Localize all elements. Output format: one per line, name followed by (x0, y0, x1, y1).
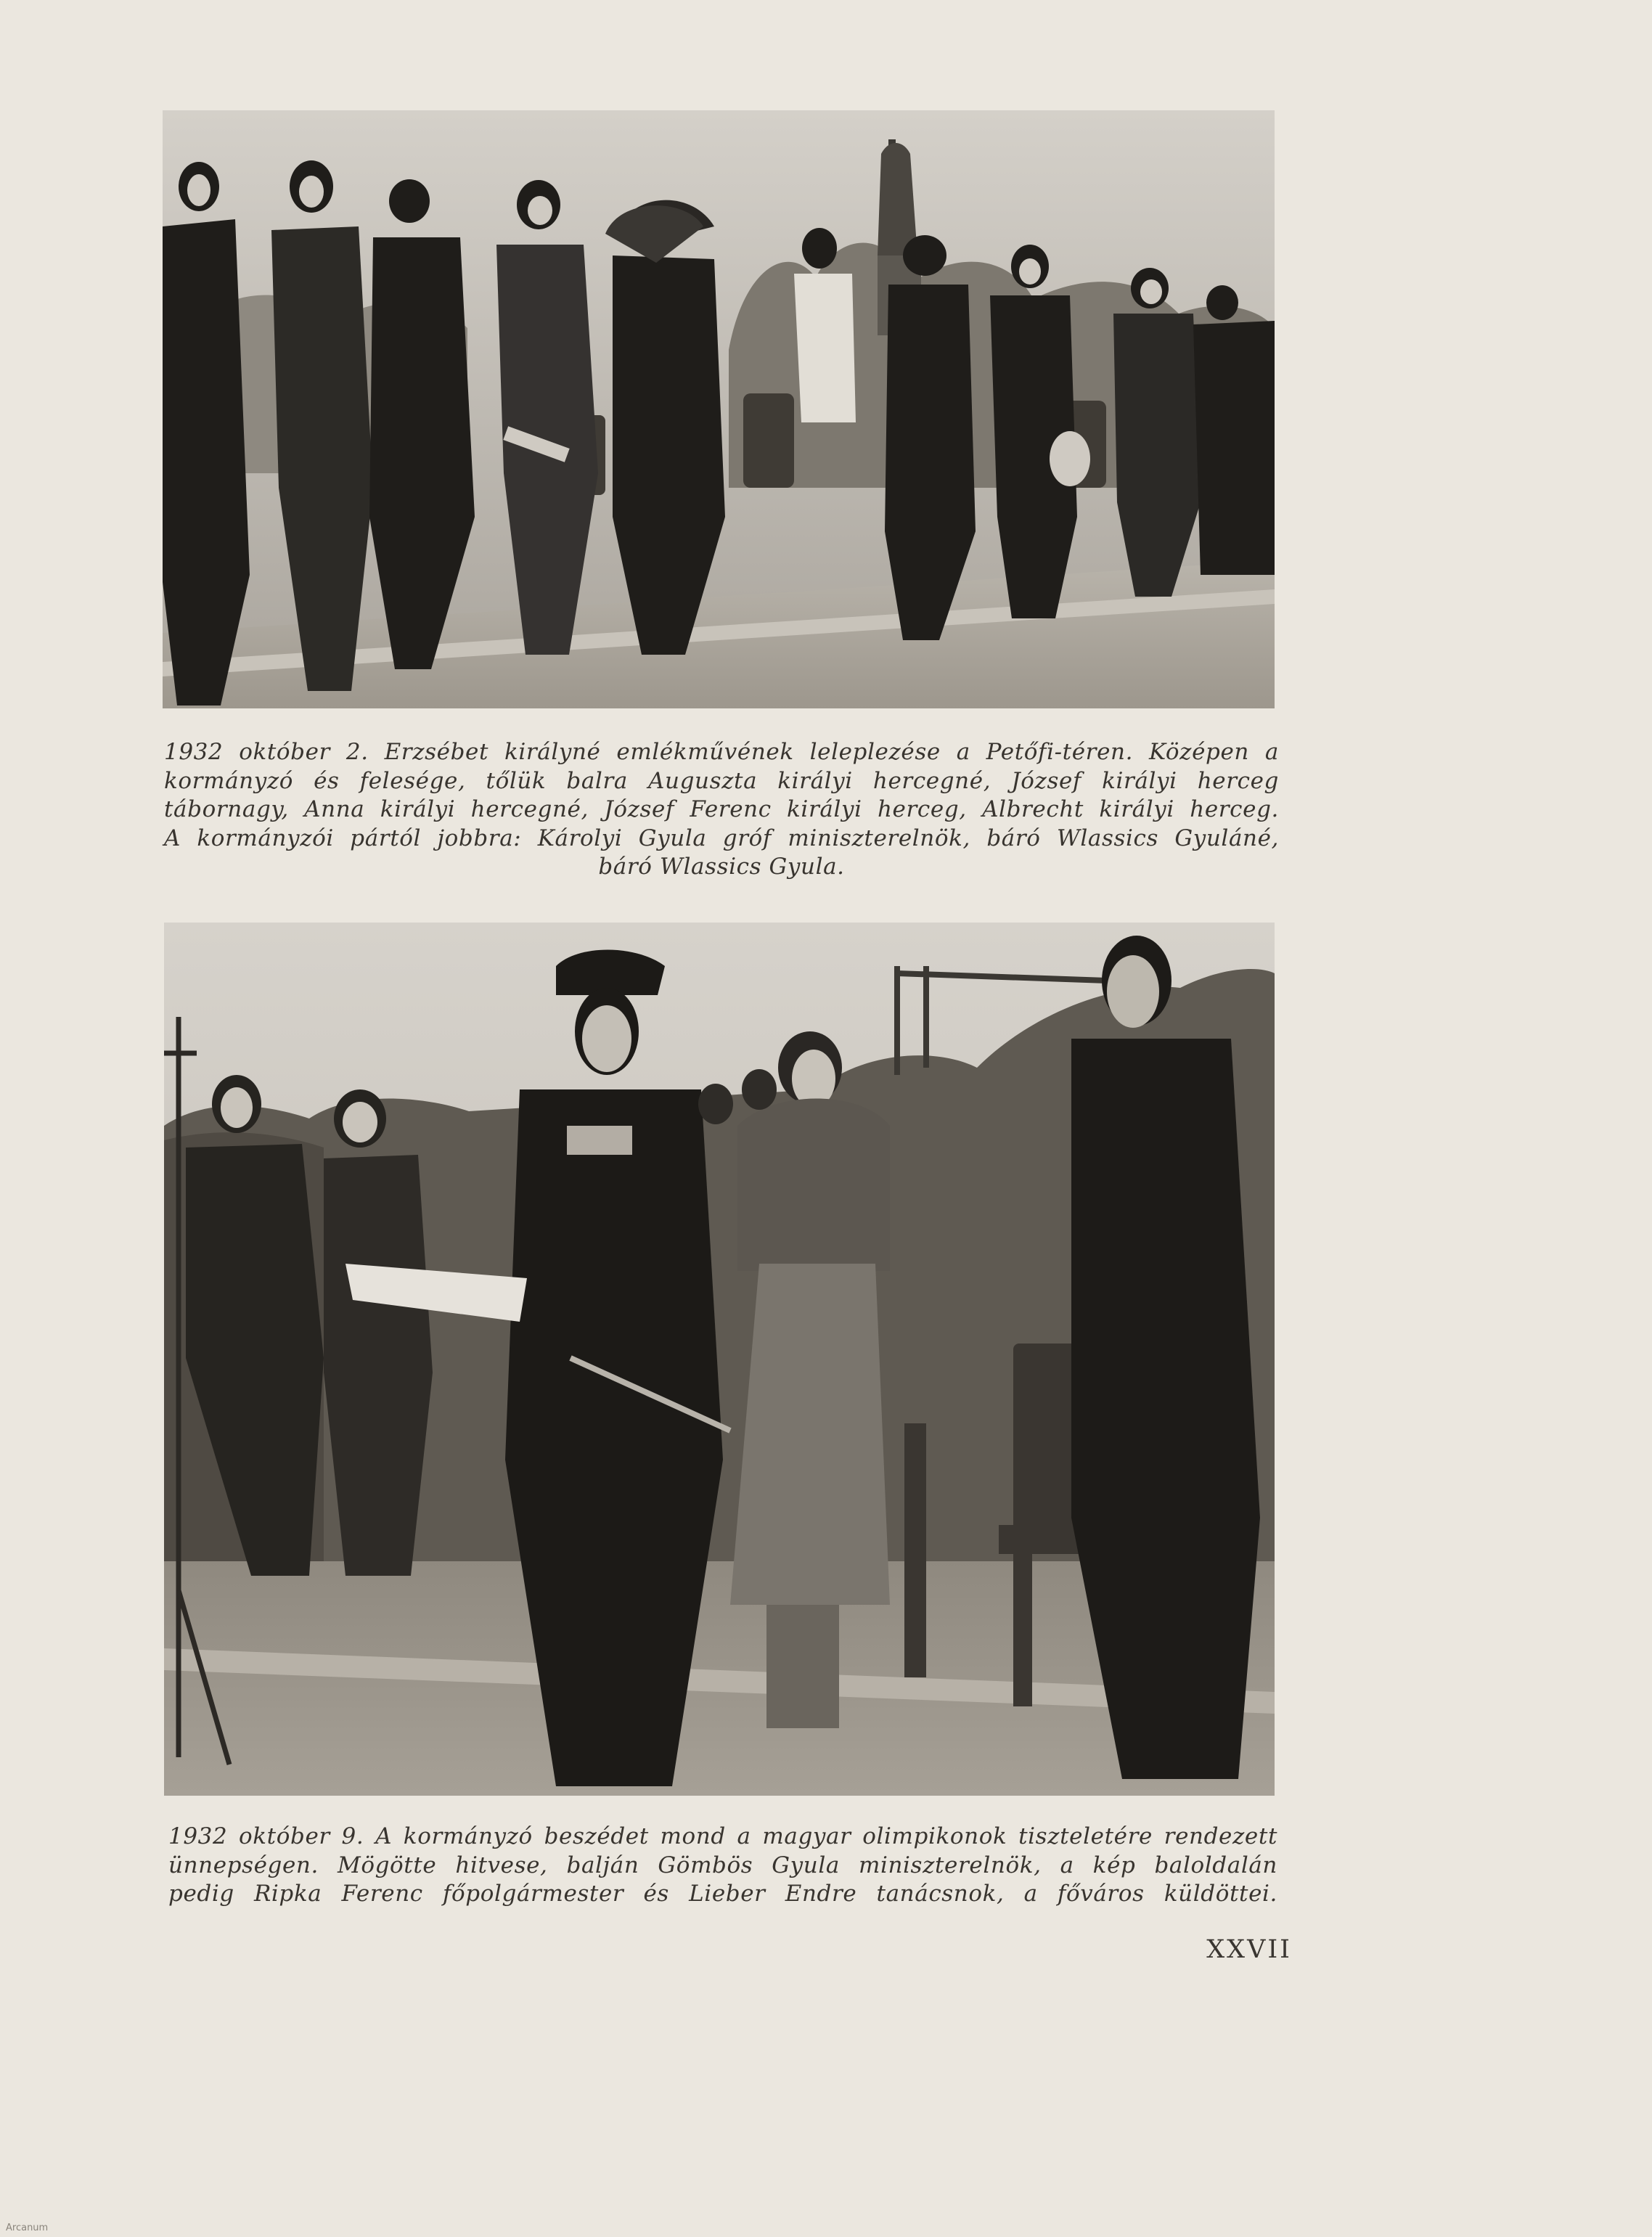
caption-statue-unveiling (164, 738, 1279, 882)
caption-line: tábornagy, Anna királyi hercegné, József Ferenc királyi herceg, Albrecht királyi herceg. (164, 796, 1279, 822)
caption-line: pedig Ripka Ferenc főpolgármester és Lieber Endre tanácsnok, a főváros küldöttei. (168, 1881, 1277, 1907)
caption-line: kormányzó és felesége, tőlük balra Auguszta királyi hercegné, József királyi herceg (164, 767, 1279, 794)
photo-statue-unveiling (163, 110, 1275, 708)
photo-olympians-ceremony-image (164, 923, 1275, 1796)
photo-olympians-ceremony (164, 923, 1275, 1796)
archive-watermark: Arcanum (6, 2222, 49, 2233)
caption-line: 1932 október 9. A kormányzó beszédet mond a magyar olimpikonok tiszteletére rendezett (168, 1823, 1277, 1849)
caption-line: 1932 október 2. Erzsébet királyné emlékművének leleplezése a Petőfi-téren. Középen a (164, 739, 1279, 765)
page-number: XXVII (1206, 1935, 1292, 1964)
caption-line: ünnepségen. Mögötte hitvese, balján Gömbös Gyula miniszterelnök, a kép baloldalán (168, 1852, 1277, 1878)
caption-olympians-ceremony (168, 1823, 1277, 1909)
caption-line: A kormányzói pártól jobbra: Károlyi Gyula gróf miniszterelnök, báró Wlassics Gyuláné, (164, 825, 1279, 851)
photo-statue-unveiling-image (163, 110, 1275, 708)
caption-line: báró Wlassics Gyula. (598, 854, 845, 880)
